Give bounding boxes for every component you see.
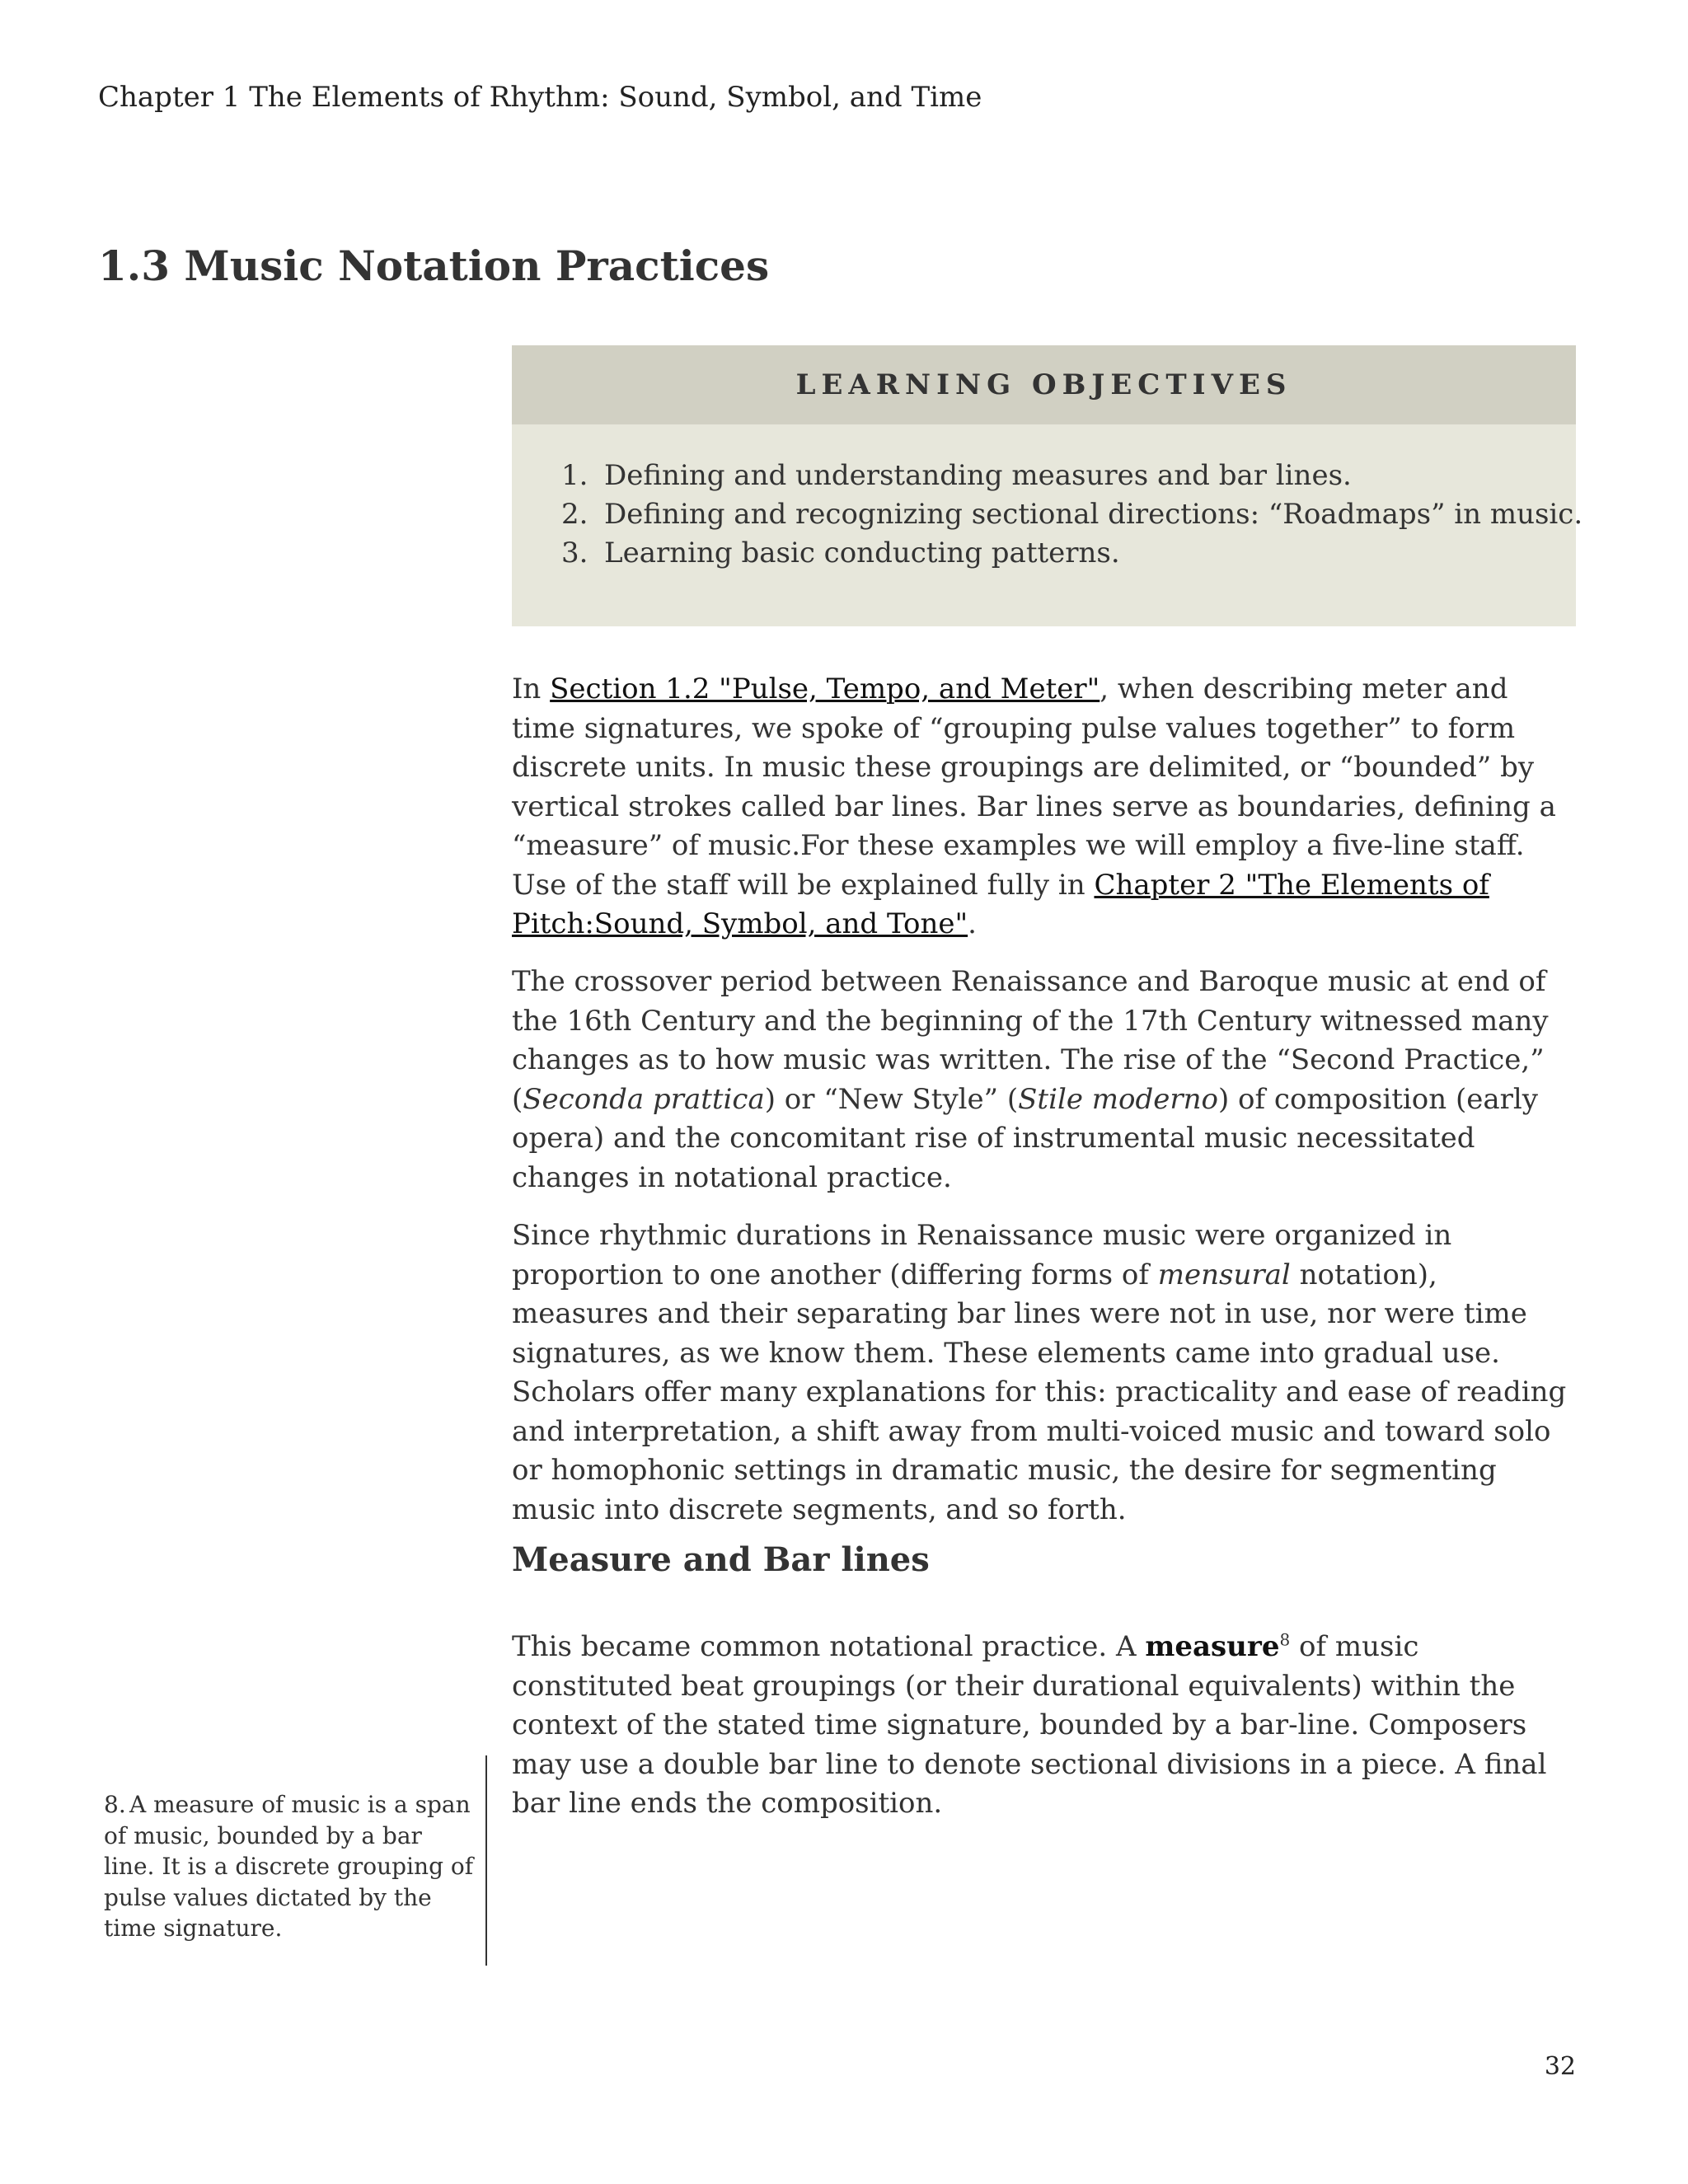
subsection-heading: Measure and Bar lines: [512, 1540, 930, 1579]
crossover-paragraph: [512, 963, 1577, 1197]
learning-objectives-box: [512, 345, 1583, 626]
italic-term: mensural: [1157, 1258, 1291, 1291]
objective-text: Defining and understanding measures and bar lines.: [604, 459, 1352, 492]
objective-number: 3.: [561, 537, 588, 569]
rhythmic-durations-paragraph: [512, 1216, 1577, 1530]
objective-number: 2.: [561, 498, 588, 531]
chapter-2-link[interactable]: Chapter 2 "The Elements of Pitch:Sound, Symbol, and Tone": [512, 868, 1489, 940]
paragraph-text: Since rhythmic durations in Renaissance music were organized in proportion to one another (differing forms of: [512, 1219, 1452, 1291]
section-1-2-link[interactable]: Section 1.2 "Pulse, Tempo, and Meter": [550, 673, 1100, 705]
sidenote-text: A measure of music is a span of music, bounded by a bar line. It is a discrete grouping of pulse values dictated by the time signature.: [104, 1791, 474, 1942]
section-title: 1.3 Music Notation Practices: [98, 241, 770, 290]
measure-paragraph: [512, 1628, 1577, 1824]
paragraph-text: ) or “New Style” (: [764, 1082, 1019, 1116]
sidenote-number: 8.: [104, 1791, 126, 1818]
paragraph-text: .: [968, 907, 977, 940]
paragraph-text: of music constituted beat groupings (or their durational equivalents) within the context of the stated time signature, bounded by a bar-line. Composers may use a double bar line to denote sectional divisions in a piece. A final bar line ends the composition.: [512, 1630, 1547, 1820]
paragraph-text: The crossover period between Renaissance and Baroque music at end of the 16th Century and the beginning of the 17th Century witnessed many changes as to how music was written. The rise of the “Second Practice,” (: [512, 965, 1549, 1116]
objective-text: Learning basic conducting patterns.: [604, 537, 1120, 569]
paragraph-text: , when describing meter and time signatures, we spoke of “grouping pulse values together” to form discrete units. In music these groupings are delimited, or “bounded” by vertical strokes called bar lines. Bar lines serve as boundaries, defining a “measure” of music.For these examples we will employ a five-line staff. Use of the staff will be explained fully in: [512, 673, 1556, 902]
sidenote-rule: [485, 1755, 487, 1966]
italic-term: Stile moderno: [1018, 1082, 1218, 1116]
paragraph-text: notation), measures and their separating bar lines were not in use, nor were time signatures, as we know them. These elements came into gradual use. Scholars offer many explanations for this: practicality and ease of reading and interpretation, a shift away from multi-voiced music and toward solo or homophonic settings in dramatic music, the desire for segmenting music into discrete segments, and so forth.: [512, 1258, 1567, 1526]
objective-text: Defining and recognizing sectional directions: “Roadmaps” in music.: [604, 498, 1583, 531]
running-header: Chapter 1 The Elements of Rhythm: Sound, Symbol, and Time: [98, 81, 982, 114]
learning-objectives-title: LEARNING OBJECTIVES: [512, 345, 1576, 424]
paragraph-text: In: [512, 673, 551, 705]
paragraph-text: This became common notational practice. A: [512, 1630, 1146, 1663]
italic-term: Seconda prattica: [523, 1082, 765, 1116]
intro-paragraph: [512, 670, 1577, 944]
objective-item: [561, 495, 1583, 534]
learning-objectives-list: [561, 457, 1583, 573]
footnote-ref[interactable]: 8: [1279, 1629, 1291, 1650]
objective-item: [561, 534, 1550, 573]
paragraph-text: ) of composition (early opera) and the concomitant rise of instrumental music necessitated changes in notational practice.: [512, 1082, 1538, 1194]
page-number: 32: [1544, 2052, 1576, 2081]
bold-term: measure: [1145, 1630, 1280, 1663]
sidenote: [104, 1789, 475, 1944]
objective-item: [561, 457, 1550, 495]
objective-number: 1.: [561, 459, 588, 492]
